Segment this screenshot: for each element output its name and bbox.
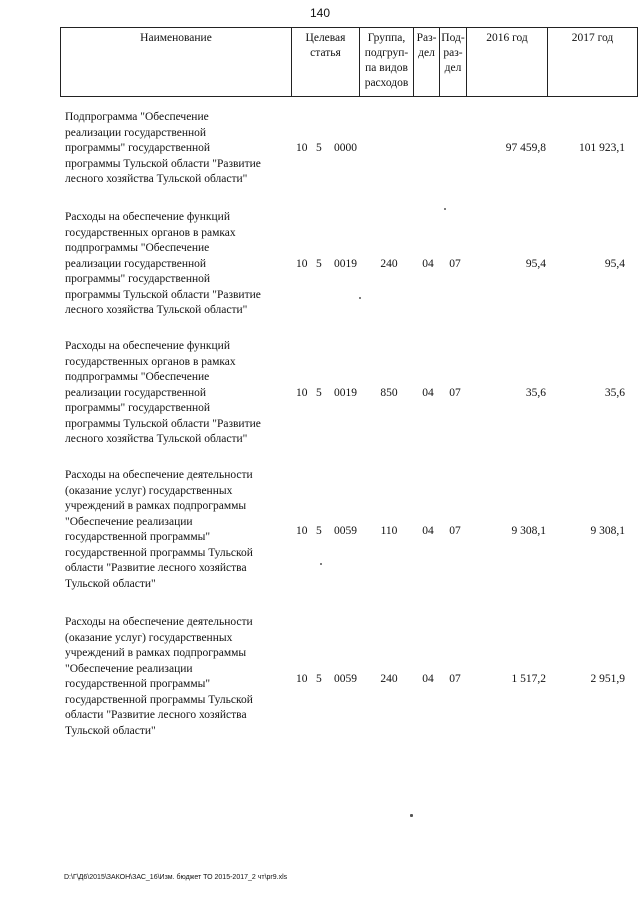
row-group: 240 bbox=[380, 258, 398, 270]
header-year-2016-label: 2016 год bbox=[486, 32, 528, 44]
row-name-line: программы Тульской области "Развитие bbox=[65, 157, 261, 170]
row-value-2017: 2 951,9 bbox=[590, 673, 625, 685]
row-group: 850 bbox=[380, 387, 398, 399]
row-name-line: государственных органов в рамках bbox=[65, 355, 236, 368]
row-name-line: государственной программы Тульской bbox=[65, 693, 253, 706]
row-podrazdel: 07 bbox=[449, 673, 461, 685]
row-name-line: Подпрограмма "Обеспечение bbox=[65, 111, 209, 123]
row-name-line: учреждений в рамках подпрограммы bbox=[65, 647, 247, 659]
header-razdel-line1: Раз- bbox=[416, 32, 437, 44]
row-name-line: Расходы на обеспечение функций bbox=[65, 211, 230, 223]
header-name-label: Наименование bbox=[140, 32, 212, 44]
row-name-line: (оказание услуг) государственных bbox=[65, 484, 233, 497]
header-group-line2: подгруп- bbox=[364, 47, 409, 59]
header-year-2017-label: 2017 год bbox=[571, 32, 614, 44]
row-name-line: Тульской области" bbox=[65, 577, 156, 590]
scan-speck bbox=[444, 208, 446, 210]
row-code-subprogram: 5 bbox=[316, 525, 322, 537]
row-razdel: 04 bbox=[422, 387, 434, 399]
header-razdel bbox=[413, 28, 439, 96]
header-target-line2: статья bbox=[310, 47, 341, 59]
table-row bbox=[0, 339, 640, 449]
table-row bbox=[0, 210, 640, 320]
row-name bbox=[65, 110, 293, 188]
header-group bbox=[359, 28, 413, 96]
header-target-line1: Целевая bbox=[305, 32, 346, 44]
row-name bbox=[65, 468, 293, 592]
row-name-line: государственной программы" bbox=[65, 531, 211, 543]
row-value-2017: 95,4 bbox=[604, 258, 625, 270]
row-name bbox=[65, 210, 293, 319]
row-name-line: Расходы на обеспечение деятельности bbox=[65, 469, 253, 481]
row-name-line: государственной программы Тульской bbox=[65, 546, 253, 559]
row-code-direction: 0019 bbox=[334, 258, 357, 270]
row-code-program: 10 bbox=[296, 258, 308, 270]
row-code-direction: 0059 bbox=[334, 673, 357, 685]
row-name-line: государственной программы" bbox=[65, 678, 211, 690]
row-name-line: лесного хозяйства Тульской области" bbox=[65, 173, 248, 185]
row-podrazdel: 07 bbox=[449, 258, 461, 270]
page-number: 140 bbox=[309, 6, 331, 20]
row-razdel: 04 bbox=[422, 258, 434, 270]
row-name-line: области "Развитие лесного хозяйства bbox=[65, 709, 247, 721]
row-name-line: программы Тульской области "Развитие bbox=[65, 288, 261, 301]
row-name-line: государственных органов в рамках bbox=[65, 226, 236, 239]
row-name-line: учреждений в рамках подпрограммы bbox=[65, 500, 247, 512]
table-header bbox=[60, 27, 638, 97]
scan-speck bbox=[320, 563, 322, 565]
table-row bbox=[0, 615, 640, 741]
header-year-2017 bbox=[547, 28, 638, 96]
row-value-2016: 1 517,2 bbox=[511, 673, 546, 685]
row-name-line: Расходы на обеспечение деятельности bbox=[65, 616, 253, 628]
row-name-line: Расходы на обеспечение функций bbox=[65, 340, 230, 352]
row-code-subprogram: 5 bbox=[316, 387, 322, 399]
row-name-line: "Обеспечение реализации bbox=[65, 662, 193, 675]
row-podrazdel: 07 bbox=[449, 387, 461, 399]
row-value-2017: 35,6 bbox=[604, 387, 625, 399]
row-code-program: 10 bbox=[296, 673, 308, 685]
row-value-2017: 9 308,1 bbox=[590, 525, 625, 537]
row-value-2016: 9 308,1 bbox=[511, 525, 546, 537]
row-name-line: программы" государственной bbox=[65, 273, 211, 285]
row-name-line: области "Развитие лесного хозяйства bbox=[65, 562, 247, 574]
row-code-subprogram: 5 bbox=[316, 142, 322, 154]
row-name-line: (оказание услуг) государственных bbox=[65, 631, 233, 644]
header-podrazdel bbox=[439, 28, 466, 96]
row-value-2016: 97 459,8 bbox=[505, 142, 546, 154]
row-code-direction: 0000 bbox=[334, 142, 357, 154]
row-name-line: реализации государственной bbox=[65, 386, 207, 399]
row-name-line: подпрограммы "Обеспечение bbox=[65, 371, 210, 383]
row-name-line: программы" государственной bbox=[65, 142, 211, 154]
header-target-article bbox=[291, 28, 359, 96]
scan-speck bbox=[359, 297, 361, 299]
row-razdel: 04 bbox=[422, 673, 434, 685]
row-code-program: 10 bbox=[296, 387, 308, 399]
row-value-2017: 101 923,1 bbox=[579, 142, 625, 154]
row-name-line: программы Тульской области "Развитие bbox=[65, 417, 261, 430]
row-value-2016: 95,4 bbox=[525, 258, 546, 270]
row-podrazdel: 07 bbox=[449, 525, 461, 537]
row-name-line: Тульской области" bbox=[65, 724, 156, 737]
row-code-program: 10 bbox=[296, 142, 308, 154]
row-name-line: подпрограммы "Обеспечение bbox=[65, 242, 210, 254]
row-code-direction: 0059 bbox=[334, 525, 357, 537]
row-code-subprogram: 5 bbox=[316, 673, 322, 685]
row-value-2016: 35,6 bbox=[525, 387, 546, 399]
row-name-line: реализации государственной bbox=[65, 257, 207, 270]
row-name-line: реализации государственной bbox=[65, 126, 207, 139]
header-group-line3: па видов bbox=[365, 62, 408, 74]
row-name-line: программы" государственной bbox=[65, 402, 211, 414]
scan-speck bbox=[410, 814, 413, 817]
row-name bbox=[65, 615, 293, 739]
table-row bbox=[0, 468, 640, 594]
row-code-direction: 0019 bbox=[334, 387, 357, 399]
row-code-program: 10 bbox=[296, 525, 308, 537]
header-podrazdel-line1: Под- bbox=[441, 32, 465, 44]
row-razdel: 04 bbox=[422, 525, 434, 537]
table-row bbox=[0, 110, 640, 190]
row-group: 110 bbox=[380, 525, 398, 537]
header-razdel-line2: дел bbox=[418, 47, 435, 59]
header-group-line4: расходов bbox=[364, 77, 409, 89]
header-name bbox=[60, 28, 291, 96]
header-year-2016 bbox=[466, 28, 547, 96]
row-name-line: лесного хозяйства Тульской области" bbox=[65, 433, 248, 445]
row-name-line: "Обеспечение реализации bbox=[65, 515, 193, 528]
header-podrazdel-line2: раз- bbox=[443, 47, 463, 59]
row-name-line: лесного хозяйства Тульской области" bbox=[65, 304, 248, 316]
row-code-subprogram: 5 bbox=[316, 258, 322, 270]
header-podrazdel-line3: дел bbox=[444, 62, 462, 74]
file-path-footer: D:\Г\Д6\2015\ЗАКОН\ЗАС_16\Изм. бюджет ТО 2015-2017_2 чт\pr9.xls bbox=[64, 874, 288, 881]
header-group-line1: Группа, bbox=[367, 32, 406, 44]
row-group: 240 bbox=[380, 673, 398, 685]
row-name bbox=[65, 339, 293, 448]
